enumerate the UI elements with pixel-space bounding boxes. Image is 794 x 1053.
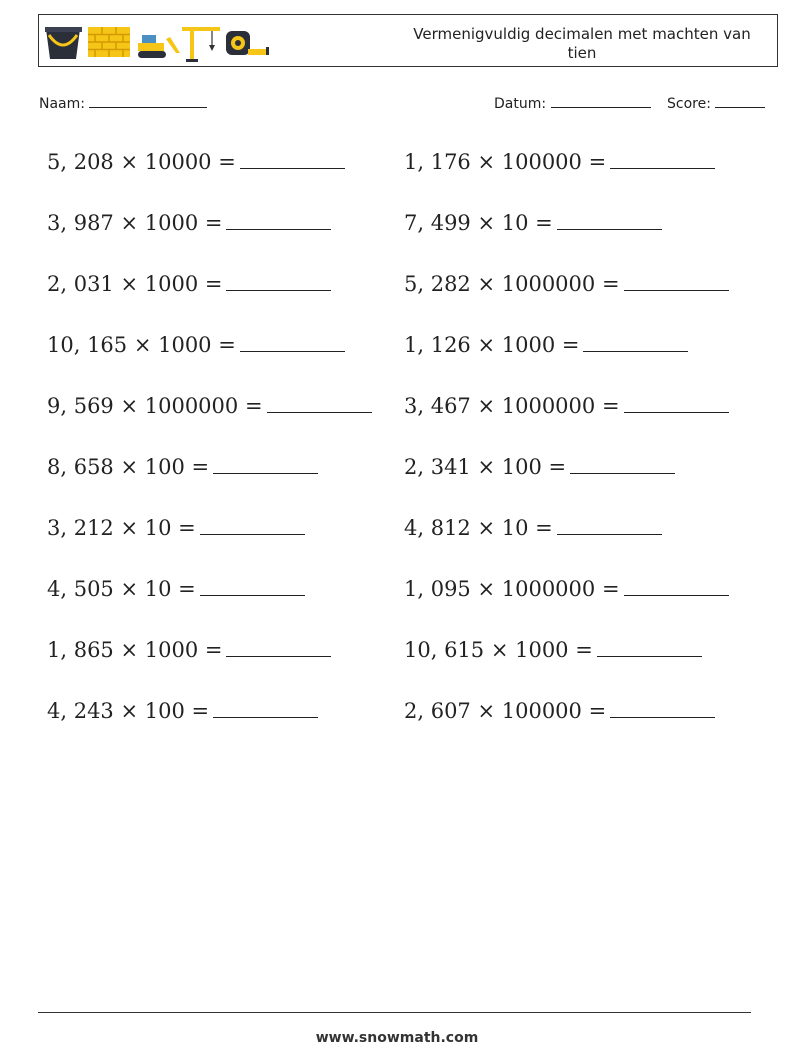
problem-left-8: 4, 505 × 10 = (47, 577, 305, 601)
name-line (89, 94, 207, 108)
problem-right-4: 1, 126 × 1000 = (404, 333, 688, 357)
problem-left-2: 3, 987 × 1000 = (47, 211, 331, 235)
date-label: Datum: (494, 96, 547, 112)
problem-left-4: 10, 165 × 1000 = (47, 333, 345, 357)
bulldozer-icon (138, 35, 180, 58)
bricks-icon (88, 27, 130, 57)
problem-left-7: 3, 212 × 10 = (47, 516, 305, 540)
score-field (667, 94, 765, 112)
header-box (38, 14, 778, 67)
problem-left-10: 4, 243 × 100 = (47, 699, 318, 723)
problem-right-10: 2, 607 × 100000 = (404, 699, 715, 723)
problem-right-3: 5, 282 × 1000000 = (404, 272, 729, 296)
tape-measure-icon (226, 31, 269, 55)
date-line (551, 94, 651, 108)
problem-right-8: 1, 095 × 1000000 = (404, 577, 729, 601)
name-label: Naam: (39, 96, 85, 112)
problem-left-1: 5, 208 × 10000 = (47, 150, 345, 174)
footer-site[interactable]: www.snowmath.com (315, 1030, 479, 1046)
problem-right-2: 7, 499 × 10 = (404, 211, 662, 235)
problem-left-6: 8, 658 × 100 = (47, 455, 318, 479)
problem-right-5: 3, 467 × 1000000 = (404, 394, 729, 418)
problem-left-3: 2, 031 × 1000 = (47, 272, 331, 296)
worksheet-title: Vermenigvuldig decimalen met machten van tien (413, 25, 751, 62)
problem-right-6: 2, 341 × 100 = (404, 455, 675, 479)
header-icons (44, 21, 274, 63)
footer-divider (38, 1012, 751, 1013)
score-line (715, 94, 765, 108)
bucket-icon (45, 27, 82, 59)
name-field (39, 94, 207, 112)
problem-right-7: 4, 812 × 10 = (404, 516, 662, 540)
problem-left-5: 9, 569 × 1000000 = (47, 394, 372, 418)
score-label: Score: (667, 96, 711, 112)
date-field (494, 94, 651, 112)
problem-right-9: 10, 615 × 1000 = (404, 638, 702, 662)
crane-icon (182, 27, 220, 62)
problem-left-9: 1, 865 × 1000 = (47, 638, 331, 662)
problem-right-1: 1, 176 × 100000 = (404, 150, 715, 174)
